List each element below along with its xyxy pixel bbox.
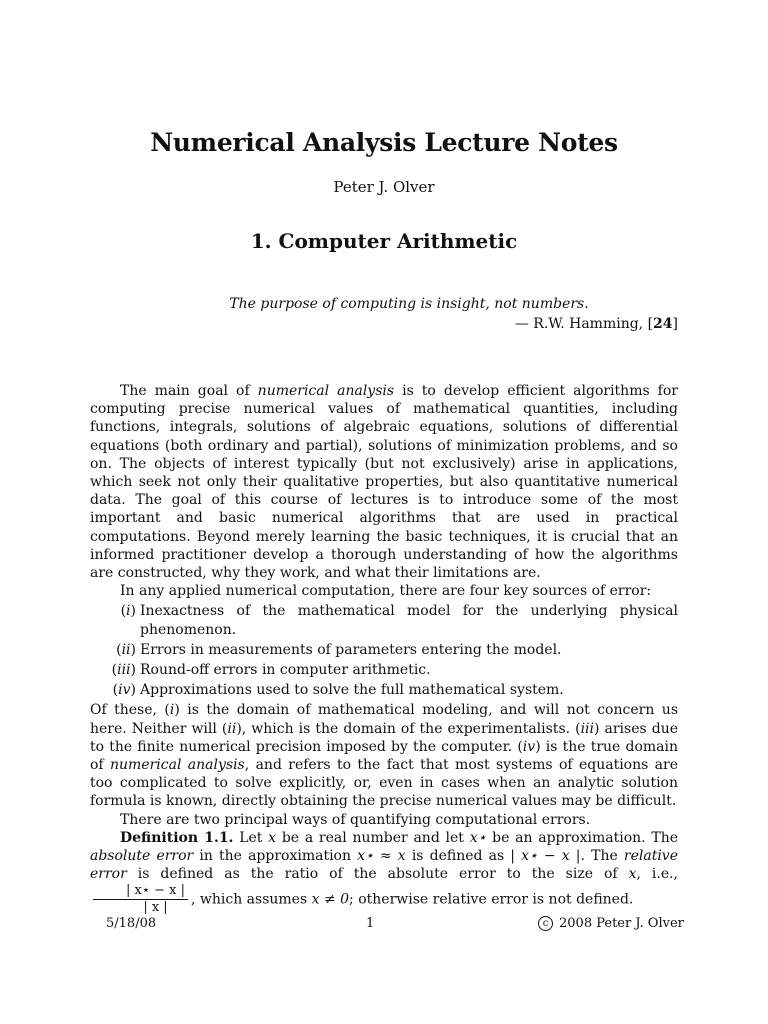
list-marker: (ii) [116,641,136,658]
list-marker: (iii) [111,662,136,679]
copyright-icon: c [538,916,553,931]
definition-block: Definition 1.1. Let x be a real number and let x⋆ be an approximation. The absolute error in the approximation x⋆ ≈ x is defined as | x⋆ − x |. The relative error is defined as the ratio of the absolute error to the size of x, i.e., $\frac{| x⋆ - x |}{| x |}$ , which assumes x ≠ 0; otherwise relative error is not defined. [90,829,679,916]
list-marker: (iv) [112,682,136,699]
error-sources-list [90,602,678,699]
paragraph-intro: The main goal of numerical analysis is to develop efficient algorithms for computing precise numerical values of mathematical quantities, including functions, integrals, solutions of algebraic equations, solutions of differential equations (both ordinary and partial), solutions of minimization problems, and so on. The objects of interest typically (but not exclusively) arise in applications, which seek not only their qualitative properties, but also quantitative numerical data. The goal of this course of lectures is to introduce some of the most important and basic numerical algorithms that are used in practical computations. Beyond merely learning the basic techniques, it is crucial that an informed practitioner develop a thorough understanding of how the algorithms are constructed, why they work, and what their limitations are. [90,383,678,582]
footer-copyright: c 2008 Peter J. Olver [538,916,684,931]
list-item: (iv) Approximations used to solve the full mathematical system. [90,681,678,699]
footer-date: 5/18/08 [106,916,157,931]
epigraph-text: The purpose of computing is insight, not numbers. [229,296,589,312]
author-name: Peter J. Olver [333,178,435,196]
page-number: 1 [366,916,375,931]
definition-label: Definition 1.1. [120,829,234,846]
list-item: (ii) Errors in measurements of parameters entering the model. [90,641,678,659]
paragraph-discussion: Of these, (i) is the domain of mathematical modeling, and will not concern us here. Neither will (ii), which is the domain of the experimentalists. (iii) arises due to the finite numerical precision imposed by the computer. (iv) is the true domain of numerical analysis, and refers to the fact that most systems of equations are too complicated to solve explicitly, or, even in cases when an analytic solution formula is known, directly obtaining the precise numerical values may be difficult. [90,702,679,810]
paragraph-quantifying: There are two principal ways of quantifying computational errors. [120,811,591,828]
body-text [90,382,678,916]
epigraph-attribution: — R.W. Hamming, [24] [514,316,678,332]
chapter-heading: 1. Computer Arithmetic [250,229,518,253]
list-item: (iii) Round-off errors in computer arithmetic. [90,661,678,679]
emphasis-term: numerical analysis [257,383,395,399]
epigraph [90,296,678,332]
relative-error-fraction: $\frac{| x⋆ - x |}{| x |}$ [93,883,188,916]
list-item: (i) Inexactness of the mathematical model for the underlying physical phenomenon. [90,602,678,638]
citation-ref: 24 [653,316,673,332]
list-marker: (i) [120,603,136,620]
emphasis-term: numerical analysis [110,757,245,774]
paragraph-error-sources: In any applied numerical computation, there are four key sources of error: [120,583,652,600]
document-title: Numerical Analysis Lecture Notes [150,128,618,157]
